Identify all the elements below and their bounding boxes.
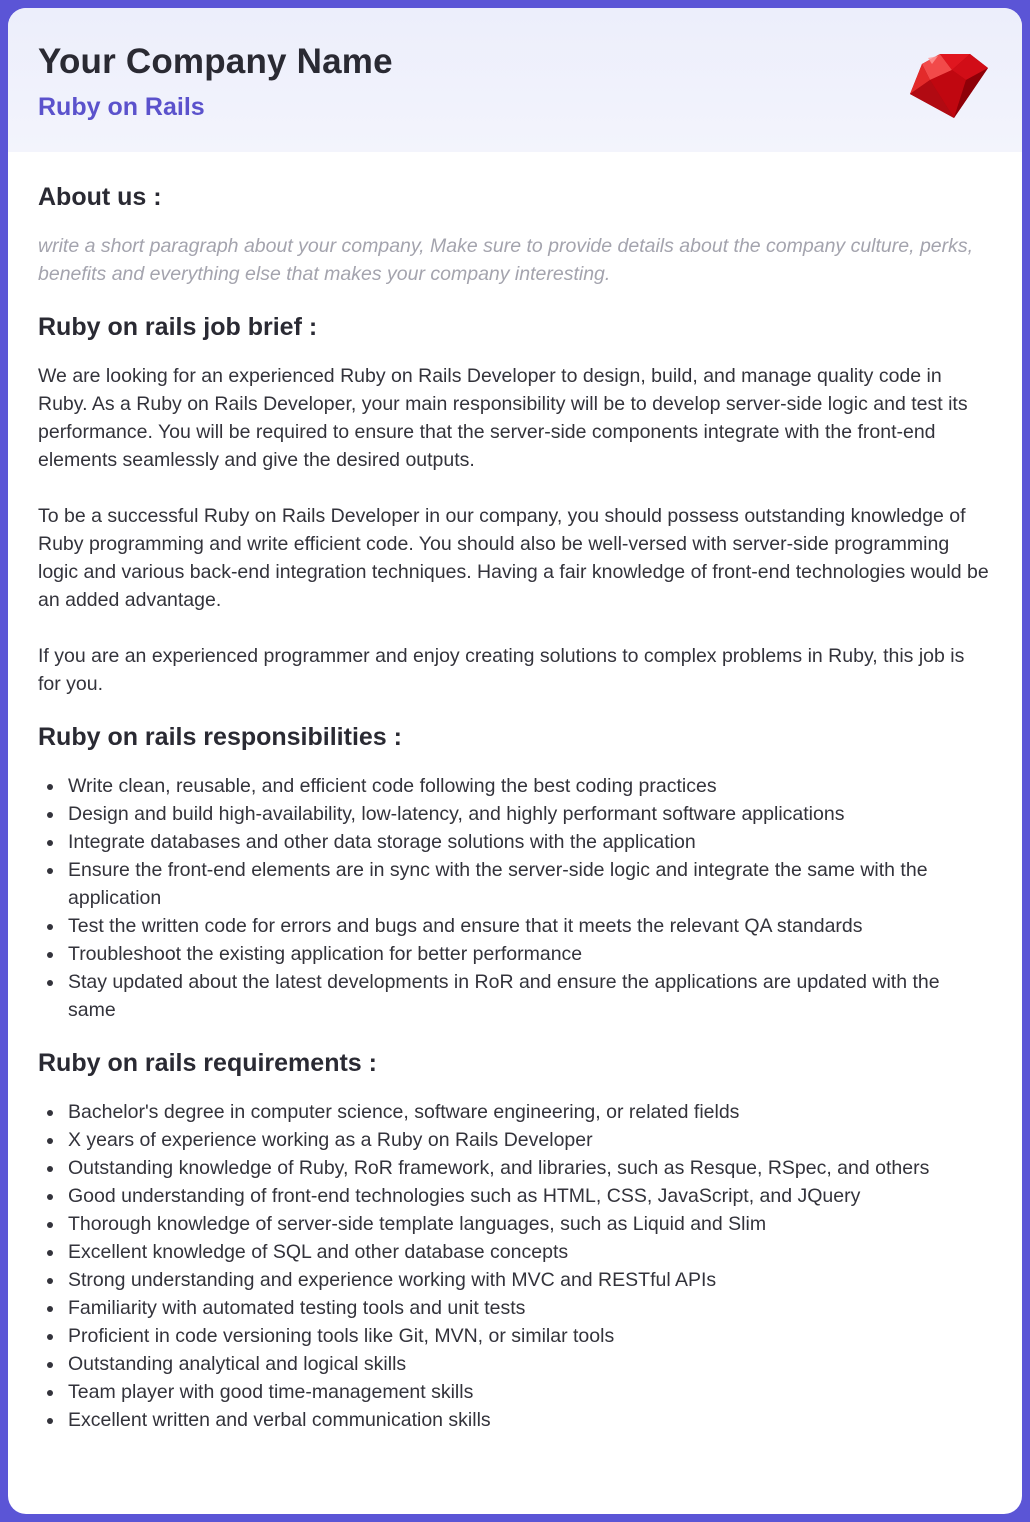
list-item: Bachelor's degree in computer science, software engineering, or related fields bbox=[68, 1098, 992, 1126]
about-placeholder: write a short paragraph about your company, Make sure to provide details about the company culture, perks, benefits and everything else that makes your company interesting. bbox=[38, 235, 974, 285]
list-item: Design and build high-availability, low-latency, and highly performant software applications bbox=[68, 800, 992, 828]
about-heading: About us : bbox=[38, 183, 162, 211]
responsibilities-list bbox=[38, 772, 992, 1024]
brief-paragraph: If you are an experienced programmer and enjoy creating solutions to complex problems in Ruby, this job is for you. bbox=[38, 645, 965, 695]
header bbox=[8, 8, 1022, 152]
requirements-list bbox=[38, 1098, 992, 1434]
list-item: Good understanding of front-end technologies such as HTML, CSS, JavaScript, and JQuery bbox=[68, 1182, 992, 1210]
job-description-card bbox=[8, 8, 1022, 1514]
list-item: Troubleshoot the existing application for better performance bbox=[68, 940, 992, 968]
list-item: Excellent written and verbal communication skills bbox=[68, 1406, 992, 1434]
list-item: Stay updated about the latest developments in RoR and ensure the applications are updated with the same bbox=[68, 968, 992, 1024]
list-item: Proficient in code versioning tools like Git, MVN, or similar tools bbox=[68, 1322, 992, 1350]
list-item: Outstanding analytical and logical skills bbox=[68, 1350, 992, 1378]
list-item: Strong understanding and experience working with MVC and RESTful APIs bbox=[68, 1266, 992, 1294]
list-item: X years of experience working as a Ruby on Rails Developer bbox=[68, 1126, 992, 1154]
list-item: Excellent knowledge of SQL and other database concepts bbox=[68, 1238, 992, 1266]
requirements-heading: Ruby on rails requirements : bbox=[38, 1049, 377, 1077]
brief-heading: Ruby on rails job brief : bbox=[38, 313, 318, 341]
list-item: Test the written code for errors and bugs and ensure that it meets the relevant QA standards bbox=[68, 912, 992, 940]
brief-paragraph: To be a successful Ruby on Rails Developer in our company, you should possess outstanding knowledge of Ruby programming and write efficient code. You should also be well-versed with server-side programming logic and various back-end integration techniques. Having a fair knowledge of front-end technologies would be an added advantage. bbox=[38, 505, 989, 611]
list-item: Outstanding knowledge of Ruby, RoR framework, and libraries, such as Resque, RSpec, and others bbox=[68, 1154, 992, 1182]
list-item: Write clean, reusable, and efficient code following the best coding practices bbox=[68, 772, 992, 800]
role-title: Ruby on Rails bbox=[38, 93, 205, 121]
list-item: Thorough knowledge of server-side template languages, such as Liquid and Slim bbox=[68, 1210, 992, 1238]
responsibilities-heading: Ruby on rails responsibilities : bbox=[38, 723, 402, 751]
list-item: Familiarity with automated testing tools and unit tests bbox=[68, 1294, 992, 1322]
company-name: Your Company Name bbox=[38, 42, 393, 81]
list-item: Team player with good time-management skills bbox=[68, 1378, 992, 1406]
content bbox=[8, 152, 1022, 1434]
list-item: Integrate databases and other data storage solutions with the application bbox=[68, 828, 992, 856]
brief-paragraph: We are looking for an experienced Ruby on Rails Developer to design, build, and manage quality code in Ruby. As a Ruby on Rails Developer, your main responsibility will be to develop server-side logic and test its performance. You will be required to ensure that the server-side components integrate with the front-end elements seamlessly and give the desired outputs. bbox=[38, 365, 968, 471]
ruby-gem-icon bbox=[908, 50, 990, 120]
list-item: Ensure the front-end elements are in sync with the server-side logic and integrate the same with the application bbox=[68, 856, 992, 912]
